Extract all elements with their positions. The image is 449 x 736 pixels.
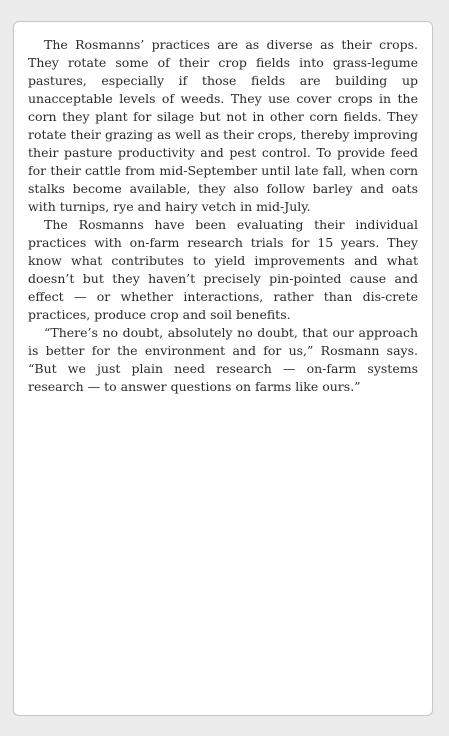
paragraph-research-trials: The Rosmanns have been evaluating their individual practices with on-farm research trials for 15 years. They know what contributes to yield improvements and what doesn’t but they haven’t precisely pin-pointed cause and effect — or whether interactions, rather than dis-crete practices, produce crop and soil benefits. [28,217,418,322]
document-page [13,21,433,716]
paragraph-practices: The Rosmanns’ practices are as diverse as their crops. They rotate some of their crop fields into grass-legume pastures, especially if those fields are building up unacceptable levels of weeds. They use cover crops in the corn they plant for silage but not in other corn fields. They rotate their grazing as well as their crops, thereby improving their pasture productivity and pest control. To provide feed for their cattle from mid-September until late fall, when corn stalks become available, they also follow barley and oats with turnips, rye and hairy vetch in mid-July. [28,37,418,214]
paragraph-quote: “There’s no doubt, absolutely no doubt, that our approach is better for the environment and for us,” Rosmann says. “But we just plain need research — on-farm systems research — to answer questions on farms like ours.” [28,325,418,394]
body-text [28,36,418,396]
